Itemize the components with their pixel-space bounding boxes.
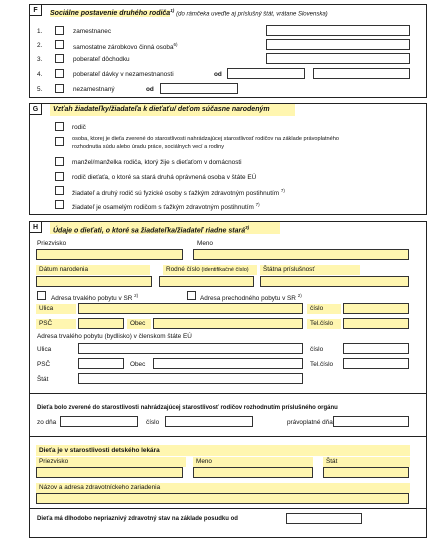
h-lek-priezvisko-label: Priezvisko xyxy=(36,457,186,467)
h-datum-field[interactable] xyxy=(36,276,152,287)
h-adresa-prechodneho-checkbox[interactable] xyxy=(187,291,196,300)
h-rodne-field[interactable] xyxy=(159,276,254,287)
h-eu-psc-field[interactable] xyxy=(78,358,124,369)
f-row-4-state-field[interactable] xyxy=(313,68,410,79)
f-row-4-od-label: od xyxy=(214,71,222,78)
h-dlhodobo-field[interactable] xyxy=(286,513,362,524)
h-adresa-prechodneho-label: Adresa prechodného pobytu v SR $^{2)}$ xyxy=(200,293,302,303)
section-f-title-note: 1) xyxy=(170,8,175,13)
h-priezvisko-field[interactable] xyxy=(36,249,183,260)
h-lek-stat-label: Štát xyxy=(323,457,410,467)
h-tel-field[interactable] xyxy=(343,318,409,329)
h-pravoplatne-field[interactable] xyxy=(333,416,409,427)
f-row-2-state-field[interactable] xyxy=(266,39,410,50)
h-statna-field[interactable] xyxy=(260,276,409,287)
h-eu-obec-field[interactable] xyxy=(153,358,303,369)
g-item-5-checkbox[interactable] xyxy=(55,186,64,195)
h-ulica-label: Ulica xyxy=(36,304,76,314)
h-cislo2-field[interactable] xyxy=(165,416,253,427)
h-cislo2-label: číslo xyxy=(146,419,160,426)
g-item-2-label: osoba, ktorej je dieťa zverené do starostlivosti nahrádzajúcej starostlivosť rodičov na základe právoplatného xyxy=(72,136,339,142)
h-lek-priezvisko-field[interactable] xyxy=(36,467,183,478)
section-h-title-note: 3) xyxy=(245,225,250,230)
h-divider-3 xyxy=(29,508,427,509)
h-rodne-label: Rodné číslo (identifikačné číslo) xyxy=(163,265,257,275)
h-lek-stat-field[interactable] xyxy=(323,467,409,478)
h-adresa-trvaleho-label: Adresa trvalého pobytu v SR $^{2)}$ xyxy=(51,293,139,303)
h-lek-meno-field[interactable] xyxy=(193,467,313,478)
f-row-5-label: nezamestnaný xyxy=(73,86,115,93)
h-pravoplatne-label: právoplatné dňa xyxy=(287,419,333,426)
f-row-1-state-field[interactable] xyxy=(266,25,410,36)
section-h-title: Údaje o dieťati, o ktoré sa žiadateľka/žiadateľ riadne stará xyxy=(53,227,246,235)
h-ulica-field[interactable] xyxy=(78,303,303,314)
h-adresa-eu-label: Adresa trvalého pobytu (bydlisko) v členskom štáte EÚ xyxy=(37,333,192,340)
f-row-4-date-field[interactable] xyxy=(227,68,305,79)
h-statna-label: Štátna príslušnosť xyxy=(260,265,360,275)
f-row-3-state-field[interactable] xyxy=(266,53,410,64)
g-item-2-label-line2: rozhodnutia súdu alebo úradu práce, sociálnych vecí a rodiny xyxy=(72,144,225,150)
section-g-title: Vzťah žiadateľky/žiadateľa k dieťaťu/ deťom súčasne narodeným xyxy=(50,104,295,116)
section-f-title: Sociálne postavenie druhého rodiča xyxy=(50,10,171,18)
section-f-subtitle: (do rámčeka uveďte aj príslušný štát, vrátane Slovenska) xyxy=(176,11,328,18)
f-row-1-num: 1. xyxy=(37,28,43,35)
h-lek-meno-label: Meno xyxy=(193,457,313,467)
g-item-6-checkbox[interactable] xyxy=(55,200,64,209)
h-adresa-trvaleho-checkbox[interactable] xyxy=(37,291,46,300)
f-row-4-num: 4. xyxy=(37,71,43,78)
f-row-2-label: samostatne zárobkovo činná osoba$^{6)}$ xyxy=(73,42,178,52)
h-zo-dna-label: zo dňa xyxy=(37,419,57,426)
h-datum-label: Dátum narodenia xyxy=(36,265,150,275)
f-row-5-num: 5. xyxy=(37,86,43,93)
f-row-5-od-label: od xyxy=(146,86,154,93)
h-eu-tel-field[interactable] xyxy=(343,358,409,369)
h-eu-cislo-label: číslo xyxy=(310,346,324,353)
h-divider-1 xyxy=(29,393,427,394)
f-row-4-checkbox[interactable] xyxy=(55,69,64,78)
section-f-letter: F xyxy=(29,4,42,16)
h-eu-ulica-field[interactable] xyxy=(78,343,303,354)
h-eu-psc-label: PSČ xyxy=(37,361,51,368)
h-eu-tel-label: Tel.číslo xyxy=(310,361,334,368)
h-dlhodobo-label: Dieťa má dlhodobo nepriaznivý zdravotný stav na základe posudku od xyxy=(37,516,238,522)
h-zariadenie-label: Názov a adresa zdravotníckeho zariadenia xyxy=(36,483,410,493)
f-row-2-checkbox[interactable] xyxy=(55,40,64,49)
f-row-5-date-field[interactable] xyxy=(160,83,238,94)
f-row-3-num: 3. xyxy=(37,56,43,63)
g-item-4-checkbox[interactable] xyxy=(55,172,64,181)
f-row-5-checkbox[interactable] xyxy=(55,84,64,93)
f-row-3-checkbox[interactable] xyxy=(55,54,64,63)
h-eu-stat-field[interactable] xyxy=(78,373,303,384)
h-zverene-label: Dieťa bolo zverené do starostlivosti nahrádzajúcej starostlivosť rodičov rozhodnutím príslušného orgánu xyxy=(37,405,338,411)
h-meno-field[interactable] xyxy=(193,249,409,260)
h-zo-dna-field[interactable] xyxy=(60,416,138,427)
h-meno-label: Meno xyxy=(197,240,213,247)
section-h-header xyxy=(50,222,280,234)
section-g-letter: G xyxy=(29,103,42,115)
g-item-2-checkbox[interactable] xyxy=(55,137,64,146)
h-zariadenie-field[interactable] xyxy=(36,493,409,504)
f-row-3-label: poberateľ dôchodku xyxy=(73,56,130,63)
h-cislo-label: číslo xyxy=(307,304,341,314)
g-item-4-label: rodič dieťaťa, o ktoré sa stará druhá oprávnená osoba v štáte EÚ xyxy=(72,174,257,181)
g-item-6-label: žiadateľ je osamelým rodičom s ťažkým zdravotným postihnutím $^{7)}$ xyxy=(72,202,260,212)
h-psc-label: PSČ xyxy=(36,319,76,329)
g-item-1-label: rodič xyxy=(72,124,86,131)
h-psc-field[interactable] xyxy=(78,318,124,329)
g-item-3-label: manžel/manželka rodiča, ktorý žije s dieťaťom v domácnosti xyxy=(72,159,242,166)
g-item-5-label: žiadateľ a druhý rodič sú fyzické osoby s ťažkým zdravotným postihnutím $^{7)}$ xyxy=(72,188,285,198)
h-eu-stat-label: Štát xyxy=(37,376,49,383)
g-item-3-checkbox[interactable] xyxy=(55,157,64,166)
section-f-header xyxy=(50,5,375,17)
h-tel-label: Tel.číslo xyxy=(307,319,341,329)
h-priezvisko-label: Priezvisko xyxy=(37,240,67,247)
g-item-1-checkbox[interactable] xyxy=(55,122,64,131)
f-row-1-label: zamestnanec xyxy=(73,28,112,35)
f-row-1-checkbox[interactable] xyxy=(55,26,64,35)
h-eu-obec-label: Obec xyxy=(130,361,146,368)
h-obec-label: Obec xyxy=(127,319,151,329)
h-eu-cislo-field[interactable] xyxy=(343,343,409,354)
h-obec-field[interactable] xyxy=(153,318,303,329)
h-lekar-header: Dieťa je v starostlivosti detského lekára xyxy=(36,445,410,456)
section-h-letter: H xyxy=(29,221,42,233)
h-divider-2 xyxy=(29,436,427,437)
f-row-4-label: poberateľ dávky v nezamestnanosti xyxy=(73,71,174,78)
h-cislo-field[interactable] xyxy=(343,303,409,314)
h-eu-ulica-label: Ulica xyxy=(37,346,52,353)
f-row-2-num: 2. xyxy=(37,42,43,49)
